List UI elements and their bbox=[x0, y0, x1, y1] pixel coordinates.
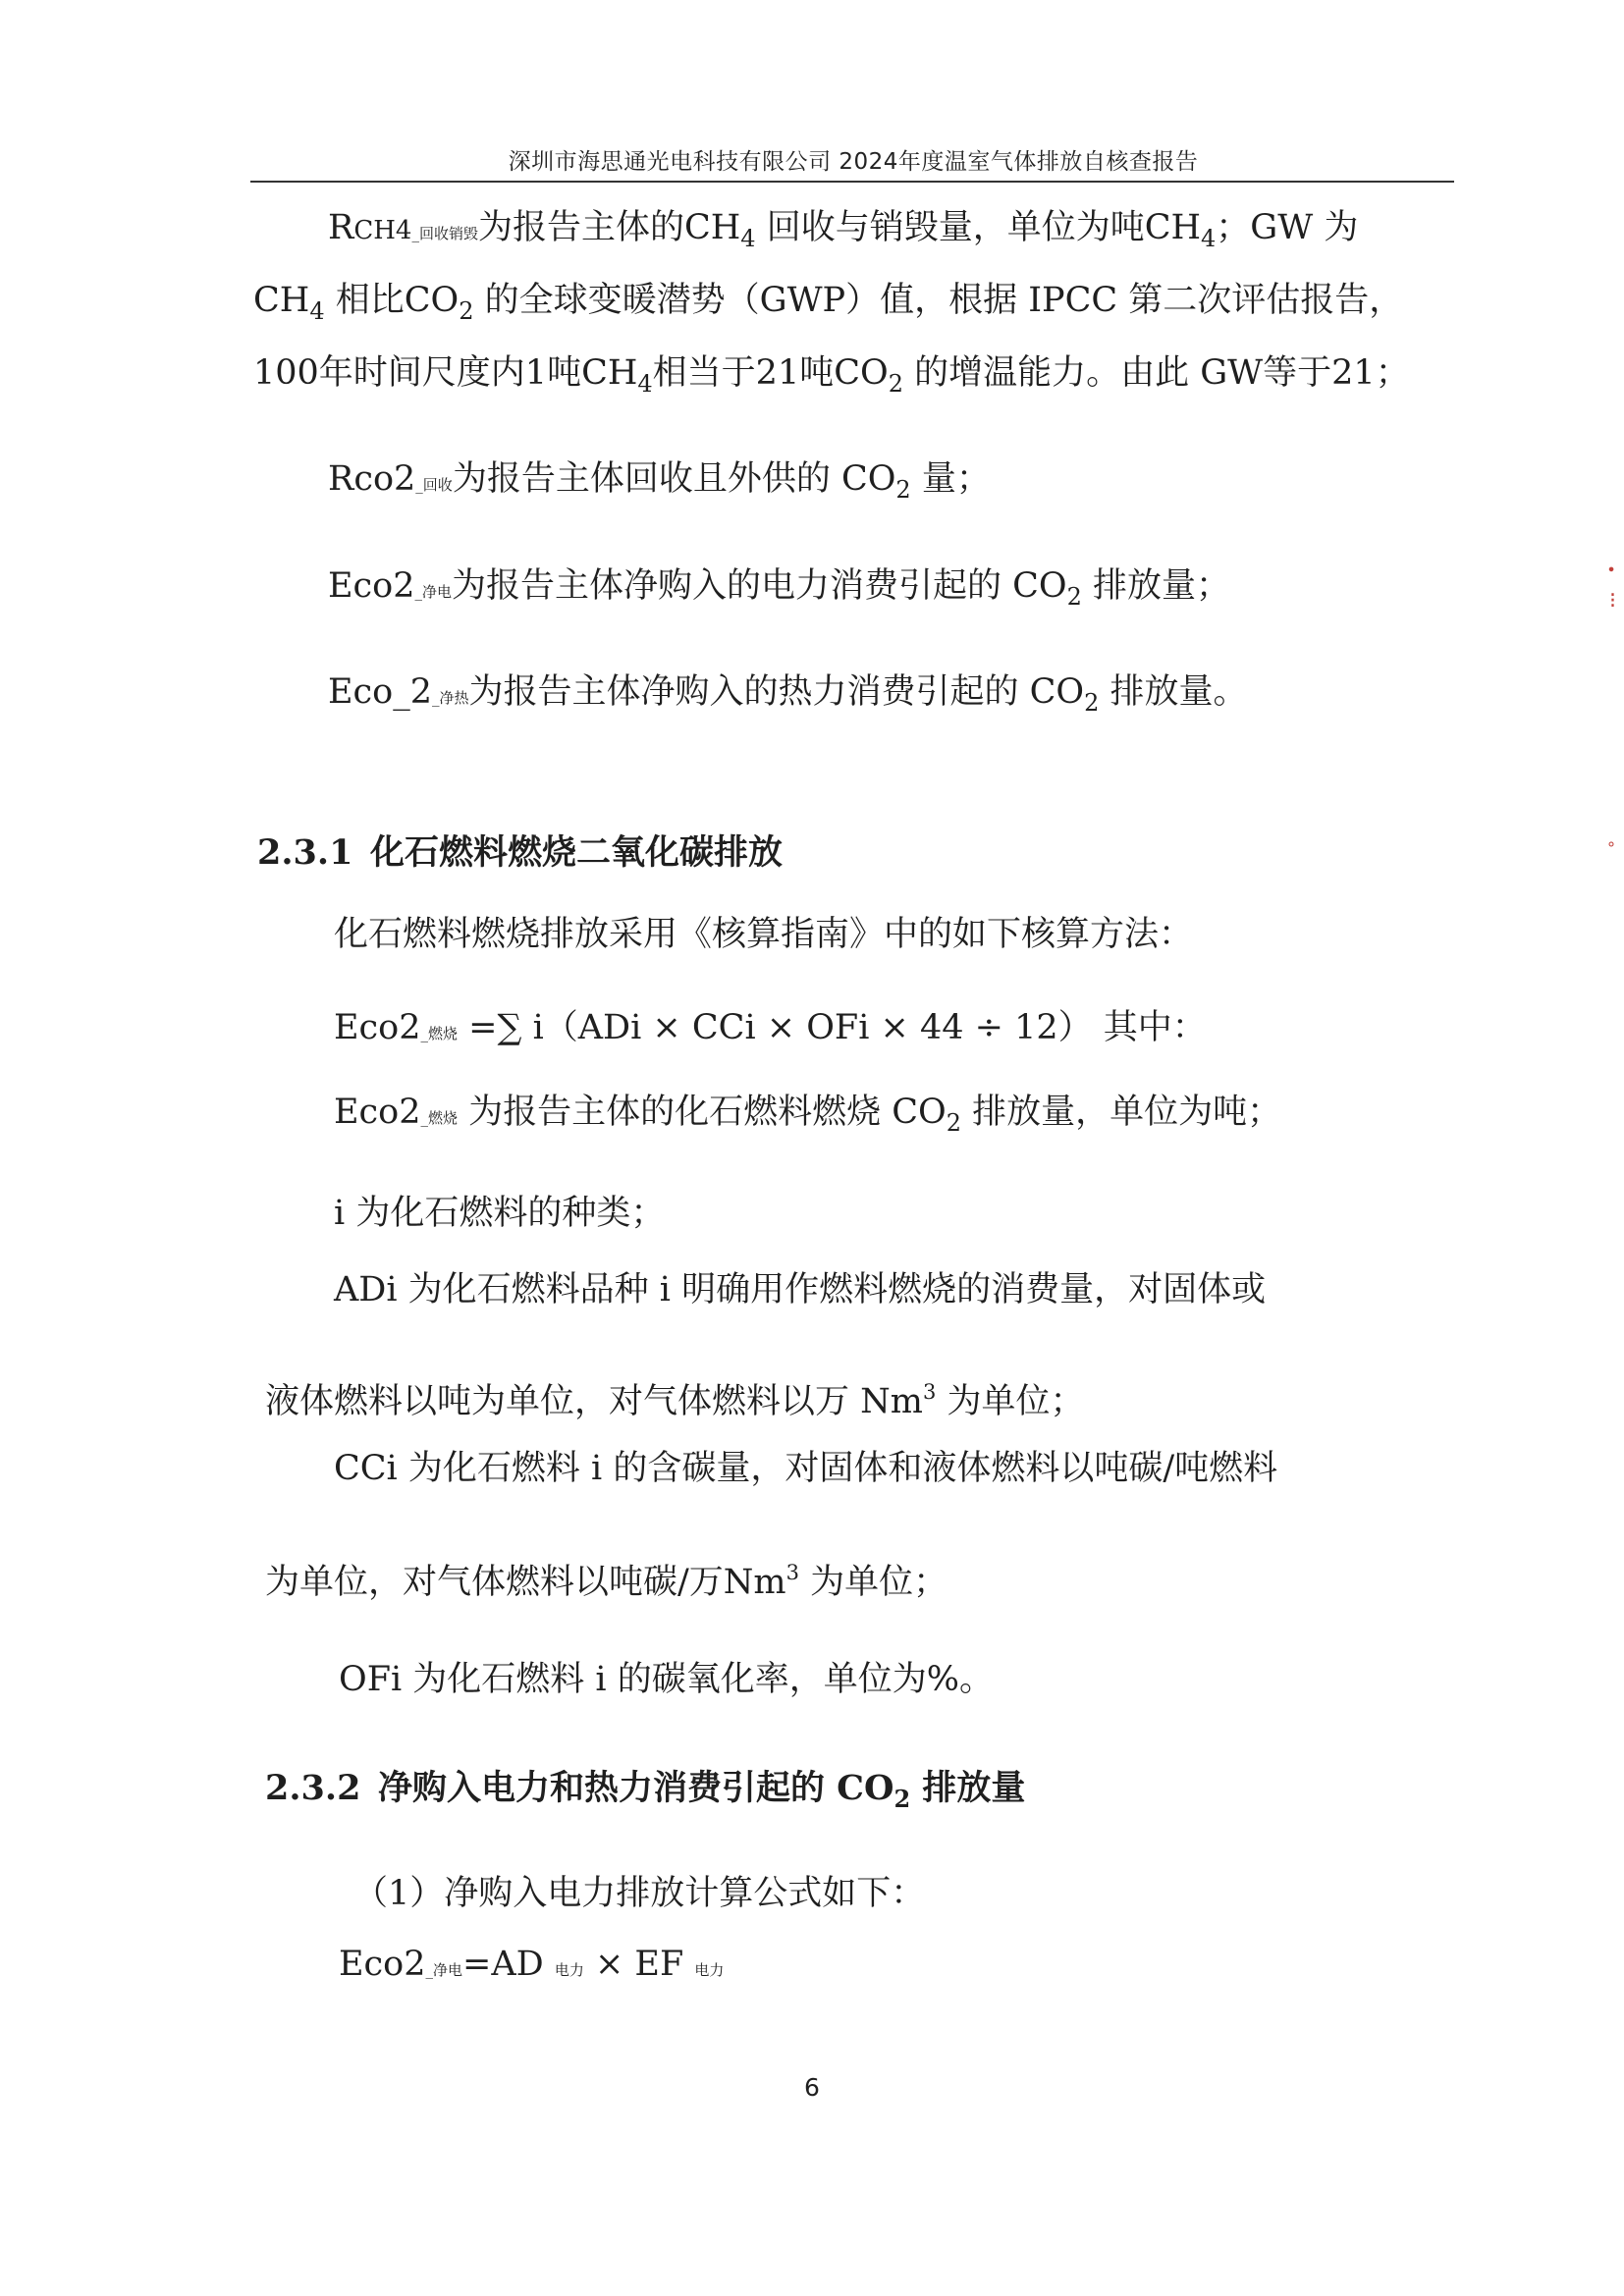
rch4-line-3: 100年时间尺度内1吨$CH_4$相当于21吨$CO_2$ 的增温能力。由此 GW等于21； bbox=[253, 353, 1410, 398]
def-i: i 为化石燃料的种类； bbox=[334, 1194, 666, 1233]
def-eco2-combustion: Eco2_燃烧 为报告主体的化石燃料燃烧 $CO_2$ 排放量，单位为吨； bbox=[334, 1093, 1282, 1137]
eco2-heat-definition: Eco_2_净热为报告主体净购入的热力消费引起的 $CO_2$ 排放量。 bbox=[328, 672, 1248, 717]
section-heading-2-3-1: 2.3.1 化石燃料燃烧二氧化碳排放 bbox=[257, 832, 784, 873]
fossil-fuel-formula: Eco2_燃烧 =∑ i（ADi × CCi × OFi × 44 ÷ 12） 其中： bbox=[334, 1008, 1207, 1047]
net-electricity-formula: Eco2_净电=AD 电力 × EF 电力 bbox=[339, 1945, 725, 1984]
running-header: 深圳市海思通光电科技有限公司 2024年度温室气体排放自核查报告 bbox=[508, 149, 1199, 175]
header-rule bbox=[250, 181, 1454, 183]
rch4-line-2: $CH_4$ 相比$CO_2$ 的全球变暖潜势（GWP）值，根据 IPCC 第二次评估报告， bbox=[253, 281, 1404, 325]
def-cci-cont: 为单位，对气体燃料以吨碳/万Nm$^3$ 为单位； bbox=[265, 1561, 948, 1602]
margin-mark-2: ⁝ bbox=[1609, 589, 1616, 614]
rch4-line-1: RCH4_回收销毁为报告主体的$CH_4$ 回收与销毁量，单位为吨$CH_4$；GW 为 bbox=[328, 208, 1359, 252]
def-ofi: OFi 为化石燃料 i 的碳氧化率，单位为%。 bbox=[339, 1660, 995, 1699]
def-adi: ADi 为化石燃料品种 i 明确用作燃料燃烧的消费量，对固体或 bbox=[334, 1270, 1267, 1309]
rco2-definition: Rco2_回收为报告主体回收且外供的 $CO_2$ 量； bbox=[328, 459, 991, 504]
page-number: 6 bbox=[804, 2073, 820, 2102]
margin-mark-3: ∘ bbox=[1605, 834, 1616, 853]
sec232-item-1: （1）净购入电力排放计算公式如下： bbox=[353, 1874, 926, 1913]
eco2-elec-definition: Eco2_净电为报告主体净购入的电力消费引起的 $CO_2$ 排放量； bbox=[328, 566, 1231, 611]
def-cci: CCi 为化石燃料 i 的含碳量，对固体和液体燃料以吨碳/吨燃料 bbox=[334, 1449, 1278, 1488]
section-heading-2-3-2: 2.3.2 净购入电力和热力消费引起的 $CO_2$ 排放量 bbox=[265, 1768, 1026, 1813]
def-adi-cont: 液体燃料以吨为单位，对气体燃料以万 Nm$^3$ 为单位； bbox=[265, 1380, 1085, 1421]
margin-mark-1: ∙ bbox=[1605, 560, 1616, 578]
sec231-intro: 化石燃料燃烧排放采用《核算指南》中的如下核算方法： bbox=[334, 915, 1194, 954]
